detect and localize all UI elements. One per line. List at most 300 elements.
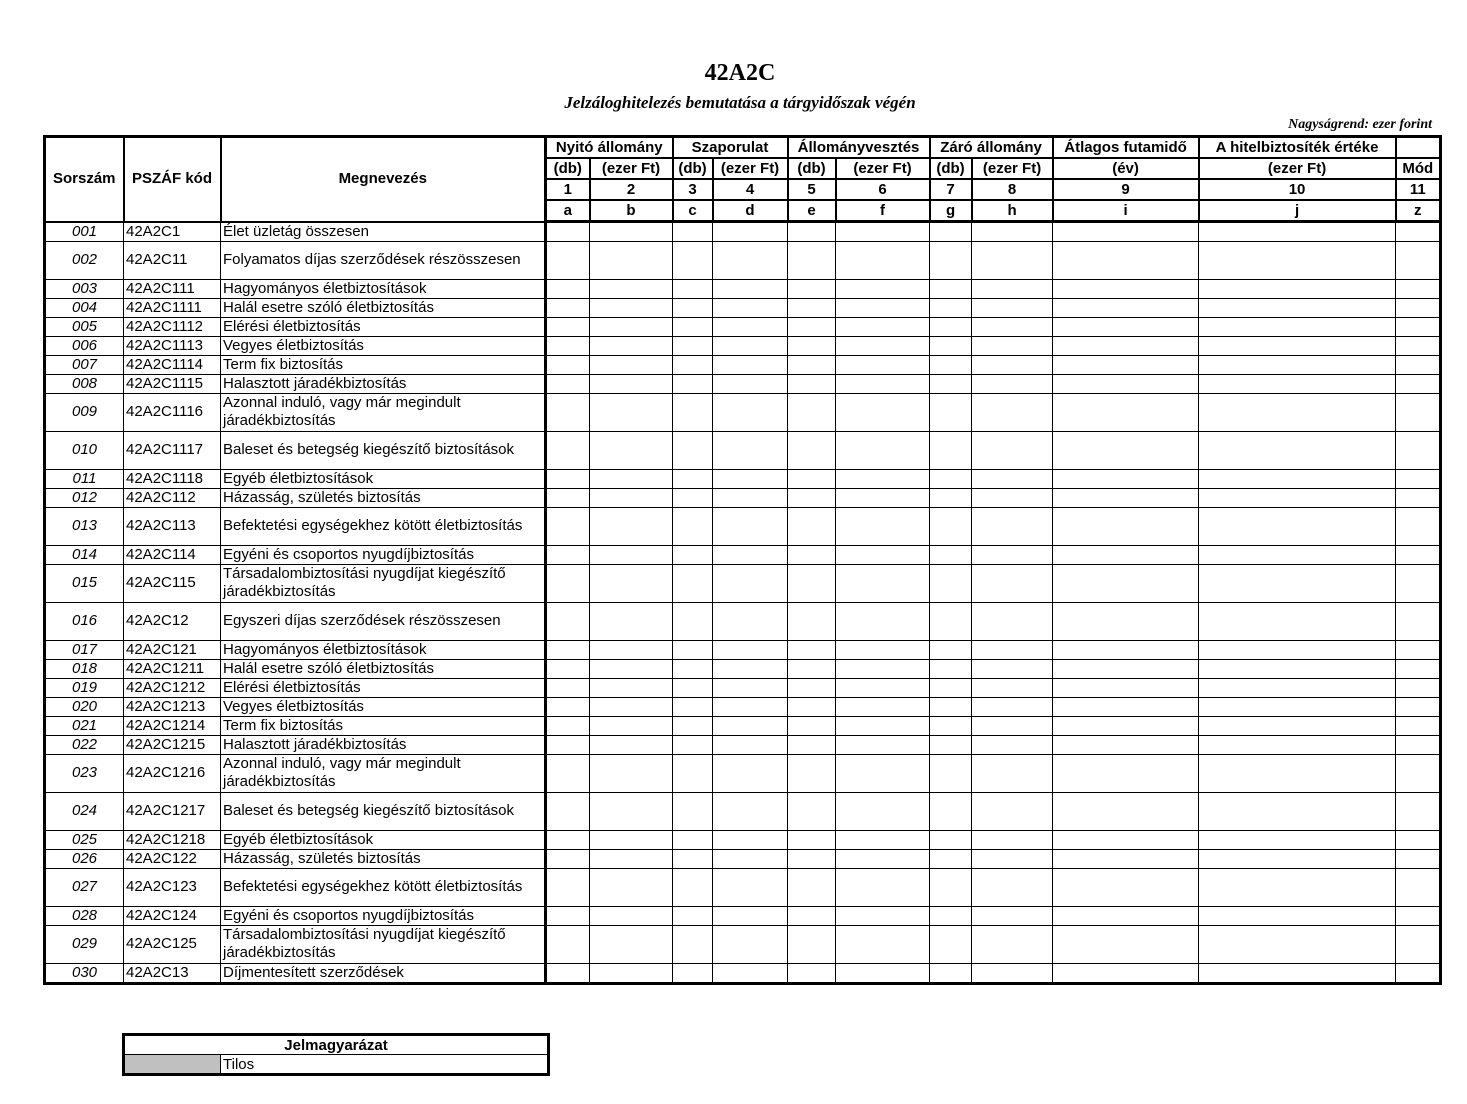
value-cell[interactable] bbox=[1199, 241, 1396, 279]
value-cell[interactable] bbox=[590, 564, 673, 602]
value-cell[interactable] bbox=[673, 716, 713, 735]
value-cell[interactable] bbox=[972, 678, 1053, 697]
value-cell[interactable] bbox=[1053, 963, 1199, 983]
value-cell[interactable] bbox=[836, 906, 930, 925]
value-cell[interactable] bbox=[1396, 431, 1441, 469]
value-cell[interactable] bbox=[972, 317, 1053, 336]
value-cell[interactable] bbox=[546, 355, 590, 374]
value-cell[interactable] bbox=[1053, 640, 1199, 659]
value-cell[interactable] bbox=[930, 602, 972, 640]
value-cell[interactable] bbox=[590, 868, 673, 906]
value-cell[interactable] bbox=[1053, 317, 1199, 336]
value-cell[interactable] bbox=[836, 754, 930, 792]
value-cell[interactable] bbox=[836, 640, 930, 659]
value-cell[interactable] bbox=[930, 868, 972, 906]
value-cell[interactable] bbox=[1199, 925, 1396, 963]
value-cell[interactable] bbox=[836, 469, 930, 488]
value-cell[interactable] bbox=[713, 317, 788, 336]
value-cell[interactable] bbox=[972, 488, 1053, 507]
value-cell[interactable] bbox=[590, 393, 673, 431]
value-cell[interactable] bbox=[1199, 222, 1396, 242]
value-cell[interactable] bbox=[590, 241, 673, 279]
value-cell[interactable] bbox=[930, 374, 972, 393]
value-cell[interactable] bbox=[1396, 792, 1441, 830]
value-cell[interactable] bbox=[546, 564, 590, 602]
value-cell[interactable] bbox=[1053, 298, 1199, 317]
value-cell[interactable] bbox=[1199, 336, 1396, 355]
value-cell[interactable] bbox=[1199, 659, 1396, 678]
value-cell[interactable] bbox=[930, 488, 972, 507]
value-cell[interactable] bbox=[590, 279, 673, 298]
value-cell[interactable] bbox=[713, 963, 788, 983]
value-cell[interactable] bbox=[590, 716, 673, 735]
value-cell[interactable] bbox=[836, 222, 930, 242]
value-cell[interactable] bbox=[972, 507, 1053, 545]
value-cell[interactable] bbox=[1396, 735, 1441, 754]
value-cell[interactable] bbox=[1396, 716, 1441, 735]
value-cell[interactable] bbox=[1396, 602, 1441, 640]
value-cell[interactable] bbox=[1199, 393, 1396, 431]
value-cell[interactable] bbox=[788, 754, 836, 792]
value-cell[interactable] bbox=[713, 374, 788, 393]
value-cell[interactable] bbox=[930, 336, 972, 355]
value-cell[interactable] bbox=[972, 906, 1053, 925]
value-cell[interactable] bbox=[1053, 545, 1199, 564]
value-cell[interactable] bbox=[1053, 792, 1199, 830]
value-cell[interactable] bbox=[673, 241, 713, 279]
value-cell[interactable] bbox=[1396, 640, 1441, 659]
value-cell[interactable] bbox=[788, 602, 836, 640]
value-cell[interactable] bbox=[713, 754, 788, 792]
value-cell[interactable] bbox=[713, 906, 788, 925]
value-cell[interactable] bbox=[1053, 564, 1199, 602]
value-cell[interactable] bbox=[546, 393, 590, 431]
value-cell[interactable] bbox=[930, 906, 972, 925]
value-cell[interactable] bbox=[836, 507, 930, 545]
value-cell[interactable] bbox=[930, 393, 972, 431]
value-cell[interactable] bbox=[590, 792, 673, 830]
value-cell[interactable] bbox=[673, 355, 713, 374]
value-cell[interactable] bbox=[1199, 963, 1396, 983]
value-cell[interactable] bbox=[930, 564, 972, 602]
value-cell[interactable] bbox=[972, 469, 1053, 488]
value-cell[interactable] bbox=[1396, 222, 1441, 242]
value-cell[interactable] bbox=[1396, 374, 1441, 393]
value-cell[interactable] bbox=[1199, 716, 1396, 735]
value-cell[interactable] bbox=[713, 849, 788, 868]
value-cell[interactable] bbox=[836, 431, 930, 469]
value-cell[interactable] bbox=[673, 754, 713, 792]
value-cell[interactable] bbox=[972, 602, 1053, 640]
value-cell[interactable] bbox=[788, 963, 836, 983]
value-cell[interactable] bbox=[972, 868, 1053, 906]
value-cell[interactable] bbox=[972, 374, 1053, 393]
value-cell[interactable] bbox=[1396, 963, 1441, 983]
value-cell[interactable] bbox=[930, 355, 972, 374]
value-cell[interactable] bbox=[546, 545, 590, 564]
value-cell[interactable] bbox=[1396, 868, 1441, 906]
value-cell[interactable] bbox=[836, 241, 930, 279]
value-cell[interactable] bbox=[930, 640, 972, 659]
value-cell[interactable] bbox=[546, 241, 590, 279]
value-cell[interactable] bbox=[546, 602, 590, 640]
value-cell[interactable] bbox=[788, 735, 836, 754]
value-cell[interactable] bbox=[546, 678, 590, 697]
value-cell[interactable] bbox=[673, 735, 713, 754]
value-cell[interactable] bbox=[546, 792, 590, 830]
value-cell[interactable] bbox=[546, 298, 590, 317]
value-cell[interactable] bbox=[1396, 659, 1441, 678]
value-cell[interactable] bbox=[673, 659, 713, 678]
value-cell[interactable] bbox=[1199, 317, 1396, 336]
value-cell[interactable] bbox=[673, 602, 713, 640]
value-cell[interactable] bbox=[972, 735, 1053, 754]
value-cell[interactable] bbox=[1053, 507, 1199, 545]
value-cell[interactable] bbox=[546, 868, 590, 906]
value-cell[interactable] bbox=[1053, 906, 1199, 925]
value-cell[interactable] bbox=[930, 241, 972, 279]
value-cell[interactable] bbox=[972, 792, 1053, 830]
value-cell[interactable] bbox=[673, 678, 713, 697]
value-cell[interactable] bbox=[930, 507, 972, 545]
value-cell[interactable] bbox=[1053, 222, 1199, 242]
value-cell[interactable] bbox=[788, 925, 836, 963]
value-cell[interactable] bbox=[1053, 469, 1199, 488]
value-cell[interactable] bbox=[930, 849, 972, 868]
value-cell[interactable] bbox=[590, 336, 673, 355]
value-cell[interactable] bbox=[1199, 678, 1396, 697]
value-cell[interactable] bbox=[590, 507, 673, 545]
value-cell[interactable] bbox=[546, 963, 590, 983]
value-cell[interactable] bbox=[713, 830, 788, 849]
value-cell[interactable] bbox=[546, 317, 590, 336]
value-cell[interactable] bbox=[1199, 488, 1396, 507]
value-cell[interactable] bbox=[972, 830, 1053, 849]
value-cell[interactable] bbox=[972, 925, 1053, 963]
value-cell[interactable] bbox=[590, 906, 673, 925]
value-cell[interactable] bbox=[1396, 241, 1441, 279]
value-cell[interactable] bbox=[590, 355, 673, 374]
value-cell[interactable] bbox=[1396, 754, 1441, 792]
value-cell[interactable] bbox=[836, 735, 930, 754]
value-cell[interactable] bbox=[1053, 735, 1199, 754]
value-cell[interactable] bbox=[788, 298, 836, 317]
value-cell[interactable] bbox=[713, 222, 788, 242]
value-cell[interactable] bbox=[836, 697, 930, 716]
value-cell[interactable] bbox=[546, 659, 590, 678]
value-cell[interactable] bbox=[713, 298, 788, 317]
value-cell[interactable] bbox=[546, 640, 590, 659]
value-cell[interactable] bbox=[930, 545, 972, 564]
value-cell[interactable] bbox=[1199, 868, 1396, 906]
value-cell[interactable] bbox=[836, 564, 930, 602]
value-cell[interactable] bbox=[972, 963, 1053, 983]
value-cell[interactable] bbox=[673, 507, 713, 545]
value-cell[interactable] bbox=[1199, 279, 1396, 298]
value-cell[interactable] bbox=[1396, 849, 1441, 868]
value-cell[interactable] bbox=[1053, 431, 1199, 469]
value-cell[interactable] bbox=[788, 336, 836, 355]
value-cell[interactable] bbox=[590, 545, 673, 564]
value-cell[interactable] bbox=[836, 925, 930, 963]
value-cell[interactable] bbox=[673, 469, 713, 488]
value-cell[interactable] bbox=[836, 545, 930, 564]
value-cell[interactable] bbox=[1053, 716, 1199, 735]
value-cell[interactable] bbox=[1199, 355, 1396, 374]
value-cell[interactable] bbox=[713, 735, 788, 754]
value-cell[interactable] bbox=[1396, 507, 1441, 545]
value-cell[interactable] bbox=[673, 279, 713, 298]
value-cell[interactable] bbox=[836, 868, 930, 906]
value-cell[interactable] bbox=[546, 754, 590, 792]
value-cell[interactable] bbox=[590, 317, 673, 336]
value-cell[interactable] bbox=[930, 697, 972, 716]
value-cell[interactable] bbox=[1199, 849, 1396, 868]
value-cell[interactable] bbox=[713, 241, 788, 279]
value-cell[interactable] bbox=[972, 279, 1053, 298]
value-cell[interactable] bbox=[713, 279, 788, 298]
value-cell[interactable] bbox=[713, 393, 788, 431]
value-cell[interactable] bbox=[788, 355, 836, 374]
value-cell[interactable] bbox=[1199, 545, 1396, 564]
value-cell[interactable] bbox=[1396, 564, 1441, 602]
value-cell[interactable] bbox=[1053, 374, 1199, 393]
value-cell[interactable] bbox=[1396, 336, 1441, 355]
value-cell[interactable] bbox=[972, 241, 1053, 279]
value-cell[interactable] bbox=[590, 754, 673, 792]
value-cell[interactable] bbox=[673, 431, 713, 469]
value-cell[interactable] bbox=[930, 963, 972, 983]
value-cell[interactable] bbox=[788, 374, 836, 393]
value-cell[interactable] bbox=[836, 678, 930, 697]
value-cell[interactable] bbox=[930, 792, 972, 830]
value-cell[interactable] bbox=[788, 659, 836, 678]
value-cell[interactable] bbox=[546, 697, 590, 716]
value-cell[interactable] bbox=[930, 317, 972, 336]
value-cell[interactable] bbox=[836, 830, 930, 849]
value-cell[interactable] bbox=[836, 849, 930, 868]
value-cell[interactable] bbox=[546, 830, 590, 849]
value-cell[interactable] bbox=[546, 735, 590, 754]
value-cell[interactable] bbox=[590, 849, 673, 868]
value-cell[interactable] bbox=[788, 792, 836, 830]
value-cell[interactable] bbox=[546, 716, 590, 735]
value-cell[interactable] bbox=[788, 849, 836, 868]
value-cell[interactable] bbox=[546, 906, 590, 925]
value-cell[interactable] bbox=[590, 431, 673, 469]
value-cell[interactable] bbox=[1053, 393, 1199, 431]
value-cell[interactable] bbox=[972, 336, 1053, 355]
value-cell[interactable] bbox=[788, 640, 836, 659]
value-cell[interactable] bbox=[972, 640, 1053, 659]
value-cell[interactable] bbox=[1199, 640, 1396, 659]
value-cell[interactable] bbox=[546, 431, 590, 469]
value-cell[interactable] bbox=[836, 393, 930, 431]
value-cell[interactable] bbox=[546, 488, 590, 507]
value-cell[interactable] bbox=[788, 317, 836, 336]
value-cell[interactable] bbox=[930, 754, 972, 792]
value-cell[interactable] bbox=[673, 488, 713, 507]
value-cell[interactable] bbox=[546, 279, 590, 298]
value-cell[interactable] bbox=[590, 222, 673, 242]
value-cell[interactable] bbox=[590, 925, 673, 963]
value-cell[interactable] bbox=[1053, 849, 1199, 868]
value-cell[interactable] bbox=[713, 792, 788, 830]
value-cell[interactable] bbox=[930, 678, 972, 697]
value-cell[interactable] bbox=[590, 640, 673, 659]
value-cell[interactable] bbox=[673, 792, 713, 830]
value-cell[interactable] bbox=[1199, 754, 1396, 792]
value-cell[interactable] bbox=[972, 298, 1053, 317]
value-cell[interactable] bbox=[673, 222, 713, 242]
value-cell[interactable] bbox=[713, 545, 788, 564]
value-cell[interactable] bbox=[1396, 678, 1441, 697]
value-cell[interactable] bbox=[788, 906, 836, 925]
value-cell[interactable] bbox=[713, 868, 788, 906]
value-cell[interactable] bbox=[713, 602, 788, 640]
value-cell[interactable] bbox=[788, 222, 836, 242]
value-cell[interactable] bbox=[1199, 564, 1396, 602]
value-cell[interactable] bbox=[836, 336, 930, 355]
value-cell[interactable] bbox=[546, 336, 590, 355]
value-cell[interactable] bbox=[1199, 298, 1396, 317]
value-cell[interactable] bbox=[836, 374, 930, 393]
value-cell[interactable] bbox=[1396, 393, 1441, 431]
value-cell[interactable] bbox=[1199, 735, 1396, 754]
value-cell[interactable] bbox=[972, 431, 1053, 469]
value-cell[interactable] bbox=[788, 678, 836, 697]
value-cell[interactable] bbox=[1053, 925, 1199, 963]
value-cell[interactable] bbox=[713, 697, 788, 716]
value-cell[interactable] bbox=[1396, 545, 1441, 564]
value-cell[interactable] bbox=[836, 298, 930, 317]
value-cell[interactable] bbox=[1396, 830, 1441, 849]
value-cell[interactable] bbox=[1053, 355, 1199, 374]
value-cell[interactable] bbox=[546, 849, 590, 868]
value-cell[interactable] bbox=[1396, 925, 1441, 963]
value-cell[interactable] bbox=[788, 488, 836, 507]
value-cell[interactable] bbox=[673, 849, 713, 868]
value-cell[interactable] bbox=[713, 564, 788, 602]
value-cell[interactable] bbox=[1199, 906, 1396, 925]
value-cell[interactable] bbox=[1199, 792, 1396, 830]
value-cell[interactable] bbox=[836, 716, 930, 735]
value-cell[interactable] bbox=[788, 431, 836, 469]
value-cell[interactable] bbox=[590, 697, 673, 716]
value-cell[interactable] bbox=[1199, 830, 1396, 849]
value-cell[interactable] bbox=[1053, 678, 1199, 697]
value-cell[interactable] bbox=[673, 697, 713, 716]
value-cell[interactable] bbox=[546, 925, 590, 963]
value-cell[interactable] bbox=[972, 545, 1053, 564]
value-cell[interactable] bbox=[836, 317, 930, 336]
value-cell[interactable] bbox=[788, 716, 836, 735]
value-cell[interactable] bbox=[1053, 336, 1199, 355]
value-cell[interactable] bbox=[930, 279, 972, 298]
value-cell[interactable] bbox=[673, 336, 713, 355]
value-cell[interactable] bbox=[1199, 469, 1396, 488]
value-cell[interactable] bbox=[1053, 602, 1199, 640]
value-cell[interactable] bbox=[1053, 279, 1199, 298]
value-cell[interactable] bbox=[836, 355, 930, 374]
value-cell[interactable] bbox=[590, 963, 673, 983]
value-cell[interactable] bbox=[1053, 488, 1199, 507]
value-cell[interactable] bbox=[546, 222, 590, 242]
value-cell[interactable] bbox=[673, 545, 713, 564]
value-cell[interactable] bbox=[788, 545, 836, 564]
value-cell[interactable] bbox=[930, 716, 972, 735]
value-cell[interactable] bbox=[836, 488, 930, 507]
value-cell[interactable] bbox=[546, 469, 590, 488]
value-cell[interactable] bbox=[972, 222, 1053, 242]
value-cell[interactable] bbox=[972, 355, 1053, 374]
value-cell[interactable] bbox=[972, 697, 1053, 716]
value-cell[interactable] bbox=[590, 374, 673, 393]
value-cell[interactable] bbox=[972, 849, 1053, 868]
value-cell[interactable] bbox=[590, 488, 673, 507]
value-cell[interactable] bbox=[788, 469, 836, 488]
value-cell[interactable] bbox=[1199, 374, 1396, 393]
value-cell[interactable] bbox=[1396, 317, 1441, 336]
value-cell[interactable] bbox=[1396, 697, 1441, 716]
value-cell[interactable] bbox=[590, 469, 673, 488]
value-cell[interactable] bbox=[788, 868, 836, 906]
value-cell[interactable] bbox=[930, 659, 972, 678]
value-cell[interactable] bbox=[590, 602, 673, 640]
value-cell[interactable] bbox=[972, 659, 1053, 678]
value-cell[interactable] bbox=[673, 298, 713, 317]
value-cell[interactable] bbox=[713, 469, 788, 488]
value-cell[interactable] bbox=[836, 659, 930, 678]
value-cell[interactable] bbox=[673, 317, 713, 336]
value-cell[interactable] bbox=[590, 678, 673, 697]
value-cell[interactable] bbox=[713, 678, 788, 697]
value-cell[interactable] bbox=[1053, 697, 1199, 716]
value-cell[interactable] bbox=[713, 336, 788, 355]
value-cell[interactable] bbox=[1053, 868, 1199, 906]
value-cell[interactable] bbox=[673, 925, 713, 963]
value-cell[interactable] bbox=[1396, 488, 1441, 507]
value-cell[interactable] bbox=[836, 602, 930, 640]
value-cell[interactable] bbox=[1199, 697, 1396, 716]
value-cell[interactable] bbox=[930, 469, 972, 488]
value-cell[interactable] bbox=[788, 830, 836, 849]
value-cell[interactable] bbox=[713, 507, 788, 545]
value-cell[interactable] bbox=[1199, 602, 1396, 640]
value-cell[interactable] bbox=[788, 279, 836, 298]
value-cell[interactable] bbox=[713, 640, 788, 659]
value-cell[interactable] bbox=[972, 716, 1053, 735]
value-cell[interactable] bbox=[1053, 241, 1199, 279]
value-cell[interactable] bbox=[590, 735, 673, 754]
value-cell[interactable] bbox=[788, 507, 836, 545]
value-cell[interactable] bbox=[546, 374, 590, 393]
value-cell[interactable] bbox=[788, 697, 836, 716]
value-cell[interactable] bbox=[788, 393, 836, 431]
value-cell[interactable] bbox=[673, 868, 713, 906]
value-cell[interactable] bbox=[972, 754, 1053, 792]
value-cell[interactable] bbox=[546, 507, 590, 545]
value-cell[interactable] bbox=[713, 659, 788, 678]
value-cell[interactable] bbox=[713, 925, 788, 963]
value-cell[interactable] bbox=[972, 393, 1053, 431]
value-cell[interactable] bbox=[1199, 507, 1396, 545]
value-cell[interactable] bbox=[713, 431, 788, 469]
value-cell[interactable] bbox=[836, 792, 930, 830]
value-cell[interactable] bbox=[1396, 279, 1441, 298]
value-cell[interactable] bbox=[836, 963, 930, 983]
value-cell[interactable] bbox=[930, 222, 972, 242]
